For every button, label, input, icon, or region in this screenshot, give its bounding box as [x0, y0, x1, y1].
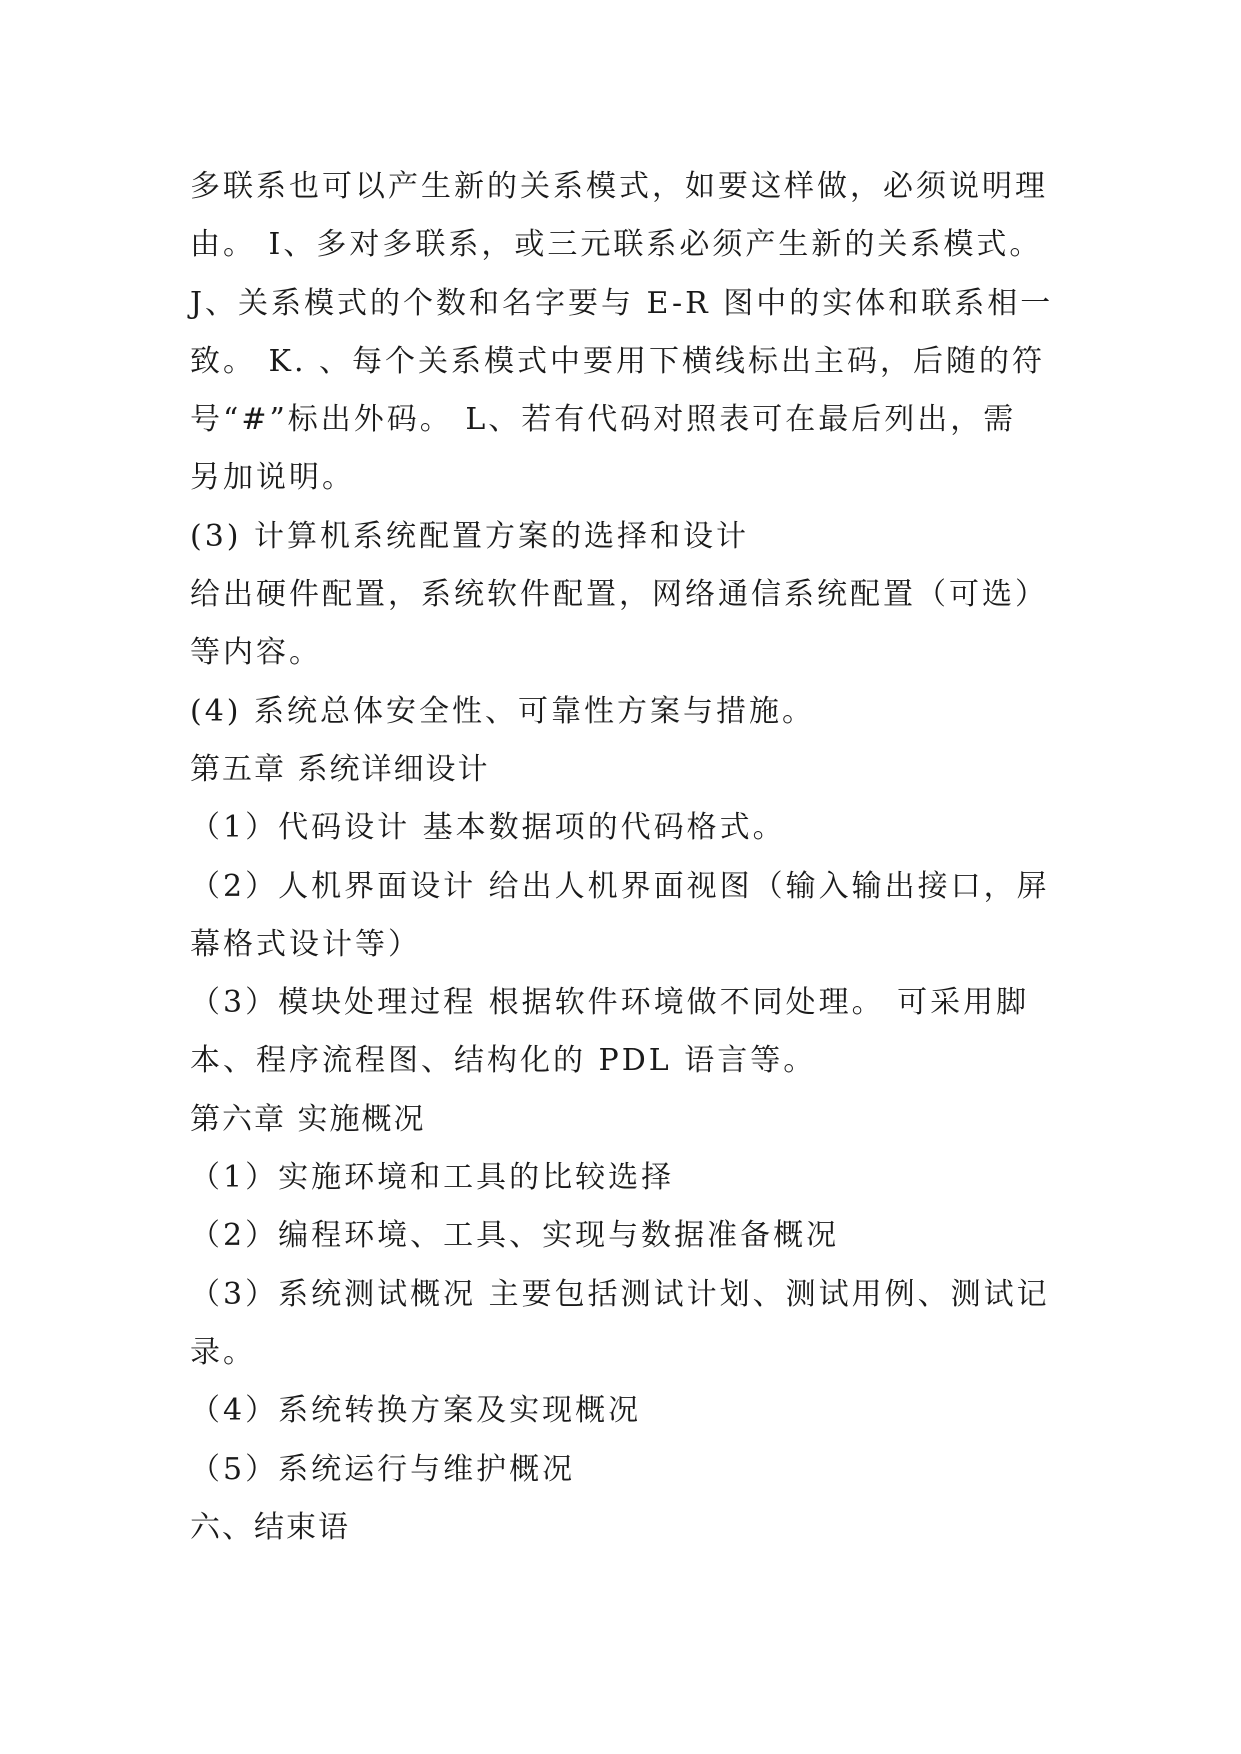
chapter-6-heading: 第六章 实施概况 [190, 1101, 426, 1137]
list-item: （3）系统测试概况 主要包括测试计划、测试用例、测试记 [190, 1276, 1050, 1312]
list-item: （4）系统转换方案及实现概况 [190, 1393, 642, 1429]
list-item: （3）模块处理过程 根据软件环境做不同处理。 可采用脚 [190, 985, 1030, 1021]
text-line: 多联系也可以产生新的关系模式，如要这样做，必须说明理 [190, 169, 1048, 204]
text-line: 给出硬件配置，系统软件配置，网络通信系统配置（可选） [190, 577, 1048, 613]
text-line: 等内容。 [190, 635, 322, 671]
text-line: 另加说明。 [190, 460, 355, 496]
conclusion-heading: 六、结束语 [190, 1509, 350, 1545]
section-item-3: (3) 计算机系统配置方案的选择和设计 [190, 518, 750, 554]
section-item-4: (4) 系统总体安全性、可靠性方案与措施。 [190, 693, 816, 729]
chapter-5-heading: 第五章 系统详细设计 [190, 751, 490, 787]
list-item: （5）系统运行与维护概况 [190, 1451, 576, 1487]
text-line: 致。 K. 、每个关系模式中要用下横线标出主码，后随的符 [190, 343, 1046, 379]
list-item: （1）实施环境和工具的比较选择 [190, 1160, 675, 1196]
text-line: 本、程序流程图、结构化的 PDL 语言等。 [190, 1043, 817, 1079]
text-line: 幕格式设计等） [190, 926, 421, 962]
list-item: （1）代码设计 基本数据项的代码格式。 [190, 810, 786, 846]
document-body [190, 158, 1070, 1557]
text-line: 录。 [190, 1334, 256, 1370]
text-line: 号“#”标出外码。 L、若有代码对照表可在最后列出，需 [190, 402, 1017, 438]
text-line: 由。 I、多对多联系，或三元联系必须产生新的关系模式。 [190, 227, 1043, 263]
list-item: （2）人机界面设计 给出人机界面视图（输入输出接口，屏 [190, 868, 1050, 904]
list-item: （2）编程环境、工具、实现与数据准备概况 [190, 1218, 840, 1254]
text-line: J、关系模式的个数和名字要与 E-R 图中的实体和联系相一 [190, 285, 1054, 321]
